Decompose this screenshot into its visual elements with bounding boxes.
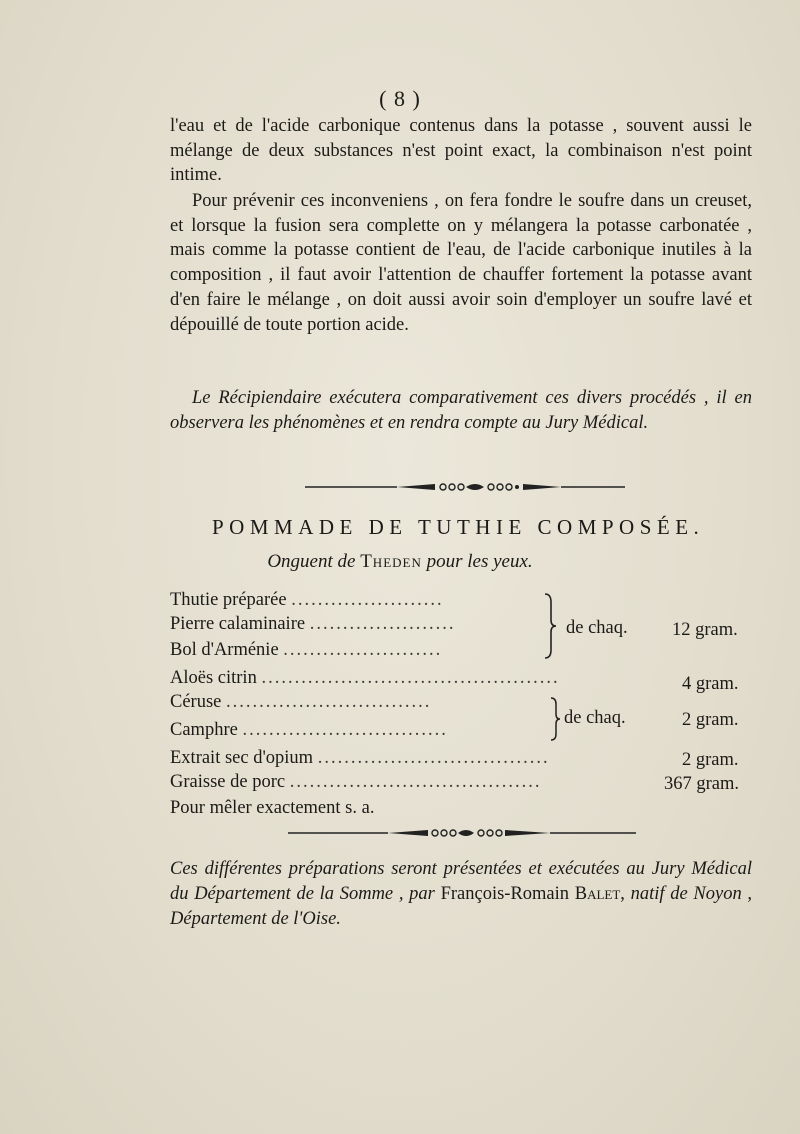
recipe-item bbox=[170, 638, 442, 662]
ornamental-divider-top bbox=[305, 482, 625, 492]
leader-dots: ............................... bbox=[226, 692, 432, 712]
closing-paragraph bbox=[170, 857, 752, 932]
leader-dots: ............................................. bbox=[261, 668, 560, 688]
recipe-item bbox=[170, 770, 541, 794]
closing-italic: Ces différentes préparations seront présentées et exécutées au Jury Médical du Département de la Somme , par bbox=[170, 859, 752, 904]
group2-label: de chaq. bbox=[564, 708, 626, 728]
leader-dots: ............................... bbox=[242, 720, 448, 740]
item-qty: 367 gram. bbox=[664, 774, 740, 794]
brace-icon bbox=[549, 696, 561, 742]
leader-dots: ...................................... bbox=[289, 772, 542, 792]
group1-label: de chaq. bbox=[566, 618, 628, 638]
item-name: Aloës citrin bbox=[170, 668, 257, 688]
leader-dots: ...................... bbox=[309, 614, 456, 634]
closing-sep: , bbox=[620, 884, 625, 904]
item-name: Pour mêler exactement s. a. bbox=[170, 798, 375, 818]
paragraph-2: Pour prévenir ces inconveniens , on fera fondre le soufre dans un creuset, et lorsque la fusion sera complette on y mélangera la potasse carbonatée , mais comme la potasse contient de l'eau, de l'acide carbonique inutiles à la composition , il faut avoir l'attention de chauffer fortement la potasse avant d'en faire le mélange , on doit aussi avoir soin d'employer un soufre lavé et dépouillé de toute portion acide. bbox=[170, 191, 752, 335]
paragraph-1: l'eau et de l'acide carbonique contenus dans la potasse , souvent aussi le mélange de deux substances n'est point exact, la combinaison n'est point intime. bbox=[170, 116, 752, 186]
recipe-instruction bbox=[170, 796, 374, 820]
recipe-subtitle bbox=[0, 551, 800, 573]
item-name: Thutie préparée bbox=[170, 590, 287, 610]
recipe-item bbox=[170, 588, 444, 612]
ornamental-divider-bottom bbox=[288, 828, 636, 838]
subtitle-before: Onguent de bbox=[267, 551, 356, 572]
leader-dots: ........................ bbox=[283, 640, 443, 660]
leader-dots: ................................... bbox=[317, 748, 550, 768]
recipe-item bbox=[170, 612, 455, 636]
item-name: Graisse de porc bbox=[170, 772, 286, 792]
closing-italic-end: natif de Noyon , Département de l'Oise. bbox=[170, 884, 753, 929]
item-name: Bol d'Arménie bbox=[170, 640, 279, 660]
subtitle-name: Theden bbox=[360, 551, 422, 572]
group1-qty: 12 gram. bbox=[672, 620, 738, 640]
recipe-item bbox=[170, 746, 550, 770]
leader-dots: ....................... bbox=[291, 590, 444, 610]
instruction-text: Le Récipiendaire exécutera comparativement ces divers procédés , il en observera les phénomènes et en rendra compte au Jury Médical. bbox=[170, 388, 752, 433]
recipe-item bbox=[170, 690, 431, 714]
subtitle-after: pour les yeux. bbox=[426, 551, 533, 572]
recipe-title: POMMADE DE TUTHIE COMPOSÉE. bbox=[212, 515, 705, 539]
item-name: Camphre bbox=[170, 720, 238, 740]
item-name: Extrait sec d'opium bbox=[170, 748, 314, 768]
instruction-paragraph bbox=[170, 386, 752, 435]
item-name: Céruse bbox=[170, 692, 222, 712]
closing-name-last: Balet bbox=[574, 884, 621, 904]
recipe-item bbox=[170, 718, 448, 742]
group2-qty: 2 gram. bbox=[682, 710, 739, 730]
item-qty: 4 gram. bbox=[682, 674, 739, 694]
brace-icon bbox=[543, 592, 557, 660]
item-name: Pierre calaminaire bbox=[170, 614, 306, 634]
item-qty: 2 gram. bbox=[682, 750, 739, 770]
closing-name-first: François-Romain bbox=[440, 884, 570, 904]
page-number: ( 8 ) bbox=[379, 86, 421, 111]
recipe-item bbox=[170, 666, 560, 690]
